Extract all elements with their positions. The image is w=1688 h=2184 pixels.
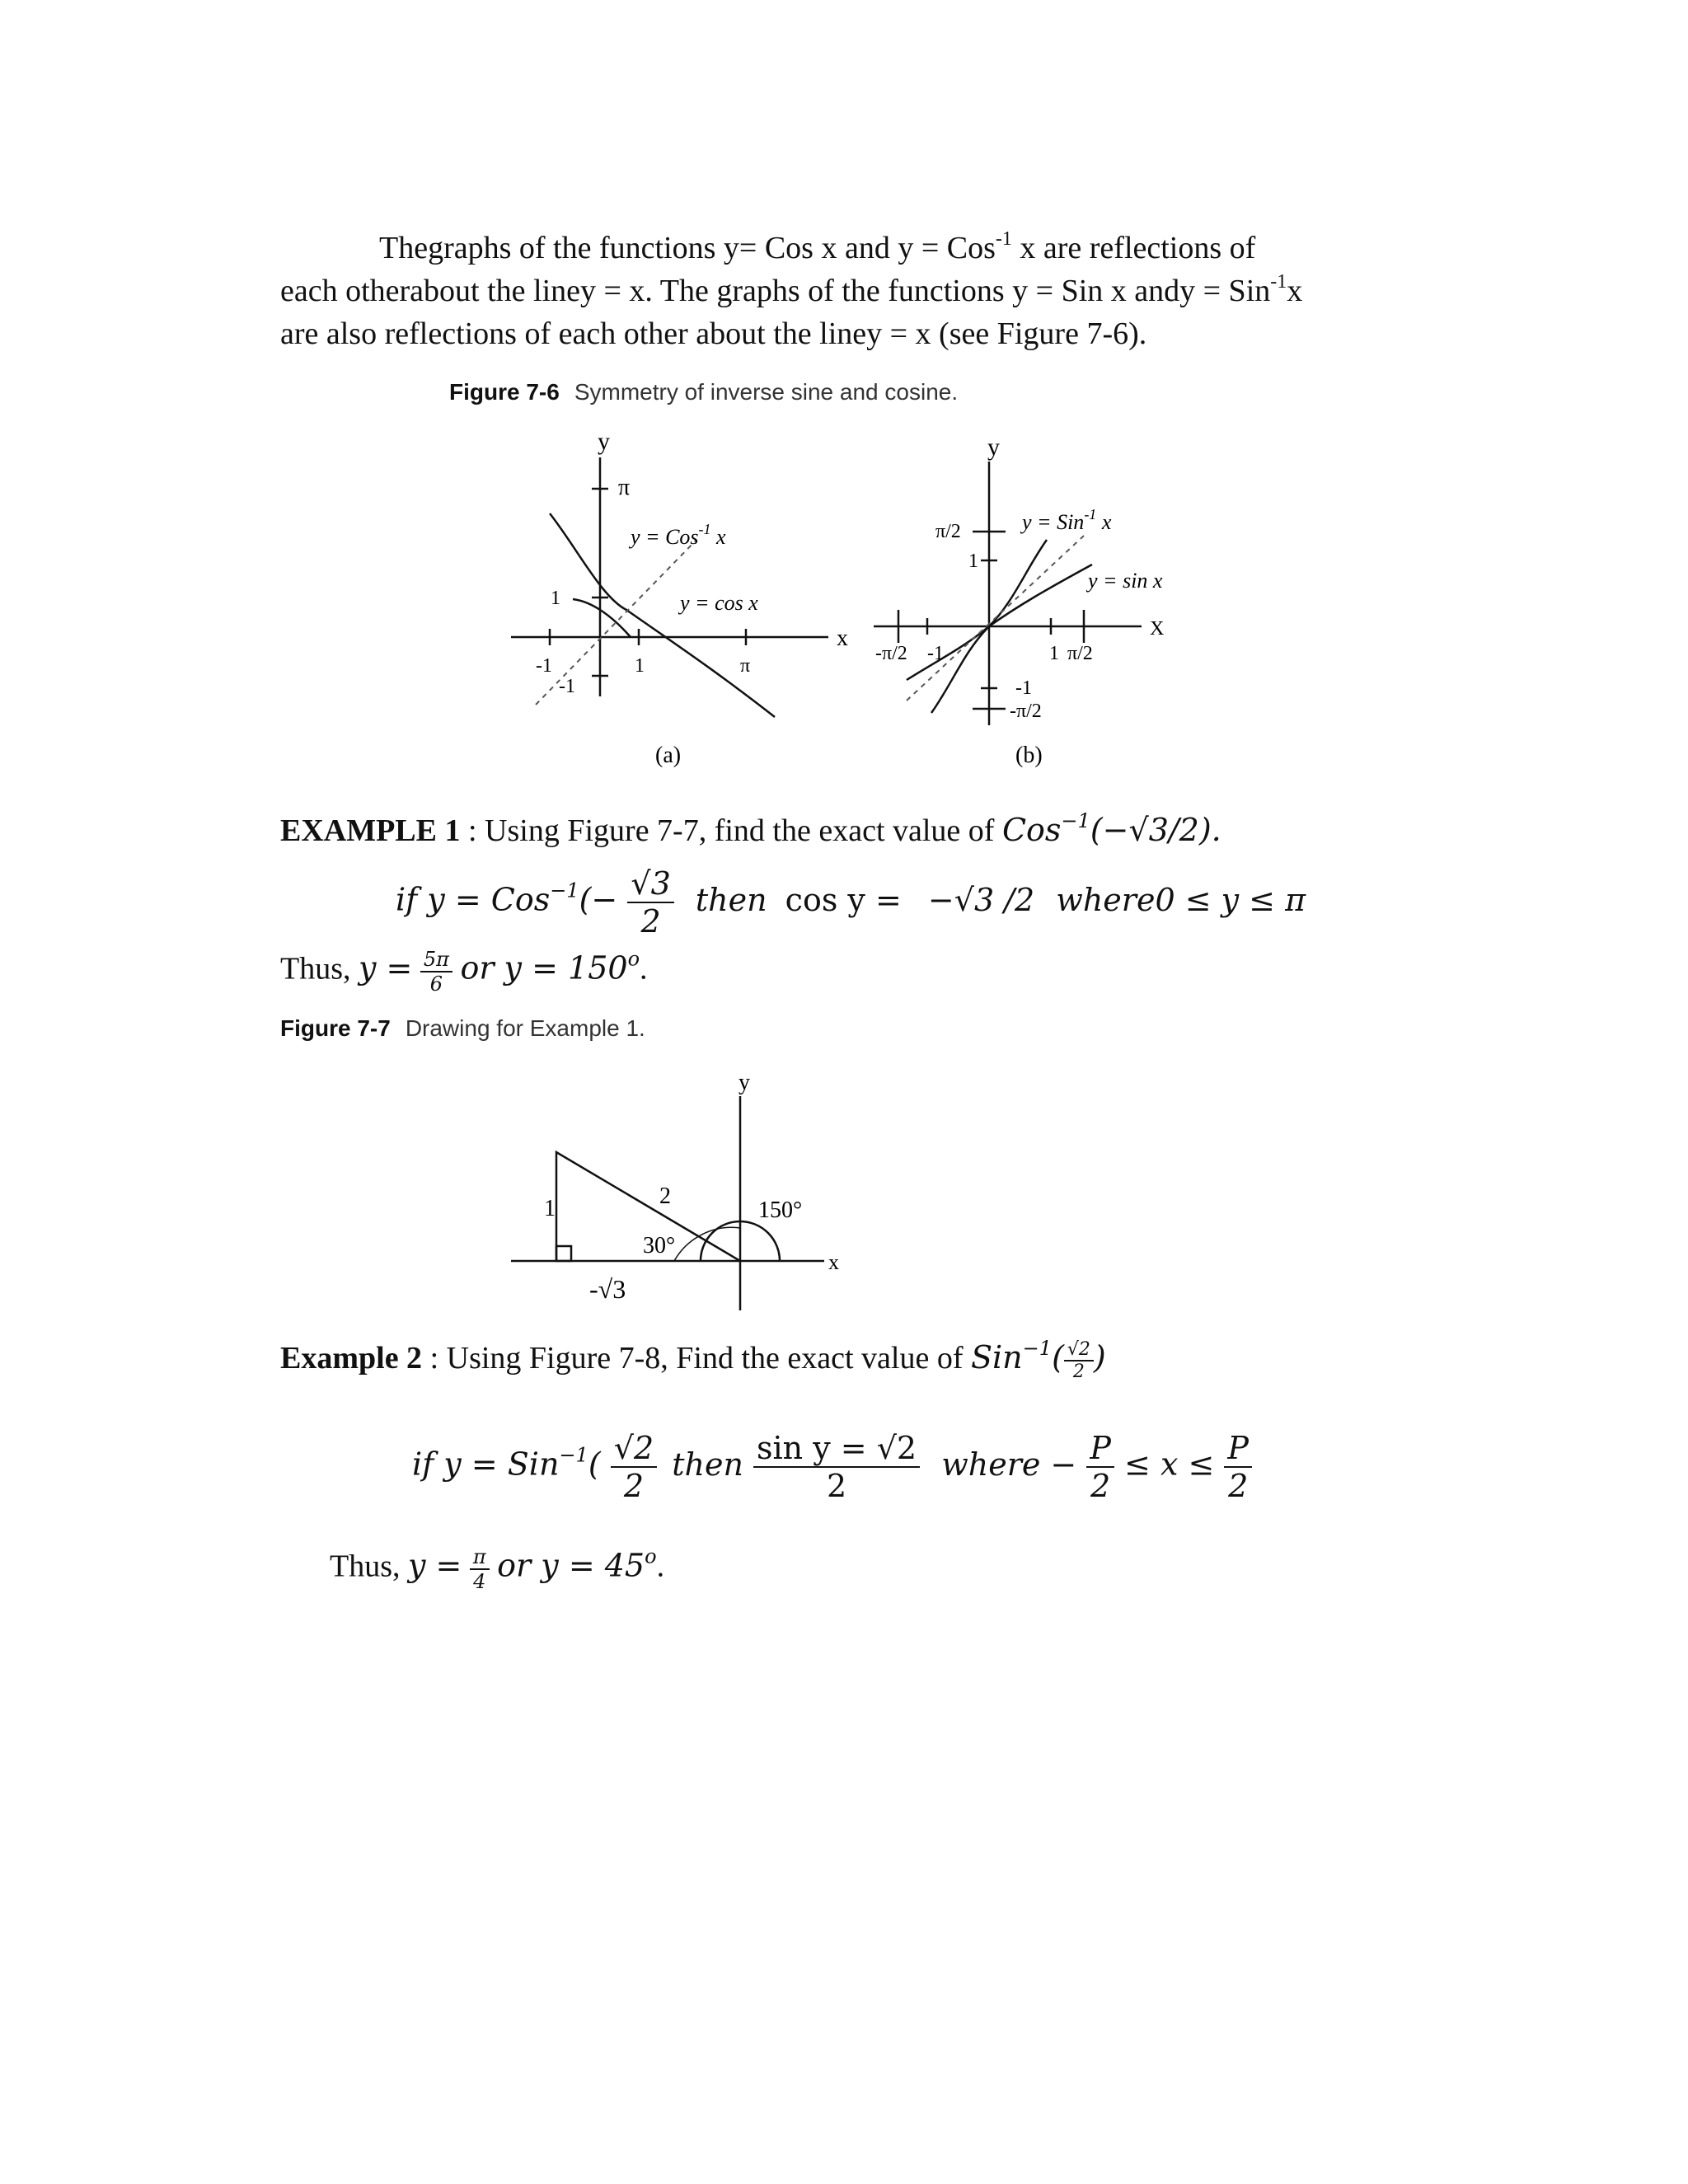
figure-7-6-caption: Figure 7-6 Symmetry of inverse sine and cosine. bbox=[449, 379, 959, 405]
b-y-label: y bbox=[987, 437, 1000, 461]
fig77-angle30: 30° bbox=[643, 1233, 676, 1258]
intro-paragraph bbox=[280, 227, 1360, 355]
example-1-heading: EXAMPLE 1 : Using Figure 7-7, find the exact value of Cos$^{-1}$(−√3/2). bbox=[280, 809, 1221, 848]
a-panel-label: (a) bbox=[655, 743, 682, 768]
figure-7-7-caption: Figure 7-7 Drawing for Example 1. bbox=[280, 1015, 645, 1041]
intro-line-3: are also reflections of each other about the liney = x (see Figure 7-6). bbox=[280, 316, 1147, 351]
b-one-y: 1 bbox=[968, 551, 978, 572]
example-2-equation: if y = Sin$^{-1}$( $\frac{√2}{2}$ then $\frac{\text{sin y = √2}}{2}$ where − $\frac{P}{2}$ ≤ x ≤ $\frac{P}{2}$ bbox=[412, 1430, 1252, 1504]
a-neg-one-x: -1 bbox=[536, 655, 552, 677]
b-panel-label: (b) bbox=[1015, 743, 1043, 768]
a-one-y: 1 bbox=[551, 588, 560, 609]
a-one-x: 1 bbox=[635, 655, 645, 677]
example-1-equation: if y = Cos$^{-1}$(− $\frac{√3}{2}$ then cos y = −√3 /2 where0 ≤ y ≤ π bbox=[396, 865, 1306, 940]
b-neg-pi2-x: -π/2 bbox=[875, 643, 907, 664]
a-y-label: y bbox=[598, 428, 610, 455]
a-cos-label: y = cos x bbox=[680, 591, 758, 615]
b-sin-label: y = sin x bbox=[1088, 569, 1163, 593]
b-pi2-y: π/2 bbox=[935, 521, 961, 542]
fig77-hyp-label: 2 bbox=[659, 1183, 671, 1209]
b-neg-one-x: -1 bbox=[927, 643, 944, 664]
fig77-opp-label: 1 bbox=[544, 1196, 556, 1221]
a-x-label: x bbox=[837, 626, 848, 651]
example-2-result: Thus, y = $\frac{\pi}{4}$ or $y = 45^o$. bbox=[330, 1544, 665, 1593]
a-arccos-label: y = Cos$^{-1}$ x bbox=[631, 521, 726, 549]
fig77-y-label: y bbox=[738, 1070, 750, 1095]
b-x-label: X bbox=[1150, 618, 1165, 640]
figure-7-6a-graph bbox=[503, 424, 865, 779]
b-arcsin-label: y = Sin$^{-1}$ x bbox=[1022, 506, 1112, 534]
a-pi-tick: π bbox=[618, 475, 631, 500]
fig77-adj-label: -√3 bbox=[589, 1274, 626, 1304]
a-neg-one-y: -1 bbox=[559, 676, 575, 697]
b-pi2-x: π/2 bbox=[1067, 643, 1093, 664]
b-one-x: 1 bbox=[1049, 643, 1059, 664]
right-angle-mark bbox=[556, 1246, 571, 1261]
example-1-result: Thus, y = $\frac{5\pi}{6}$ or $y = 150^o$. bbox=[280, 947, 648, 996]
example-2-heading: Example 2 : Using Figure 7-8, Find the exact value of Sin$^{-1}$( $\frac{√2}{2}$ ) bbox=[280, 1337, 1106, 1383]
cos-curve bbox=[573, 599, 631, 637]
fig77-x-label: x bbox=[828, 1250, 839, 1274]
intro-line-1: Thegraphs of the functions y= Cos x and y = Cos$^{-1}$ x are reflections of bbox=[379, 228, 1256, 265]
b-neg-one-y: -1 bbox=[1015, 677, 1032, 699]
figure-7-7-drawing bbox=[495, 1063, 874, 1335]
fig77-angle150: 150° bbox=[758, 1197, 803, 1223]
a-pi-x: π bbox=[740, 655, 751, 677]
b-neg-pi2-y: -π/2 bbox=[1010, 701, 1042, 722]
intro-line-2: each otherabout the liney = x. The graphs of the functions y = Sin x andy = Sin$^{-1}$x bbox=[280, 271, 1303, 308]
figure-7-6b-graph bbox=[857, 437, 1203, 775]
